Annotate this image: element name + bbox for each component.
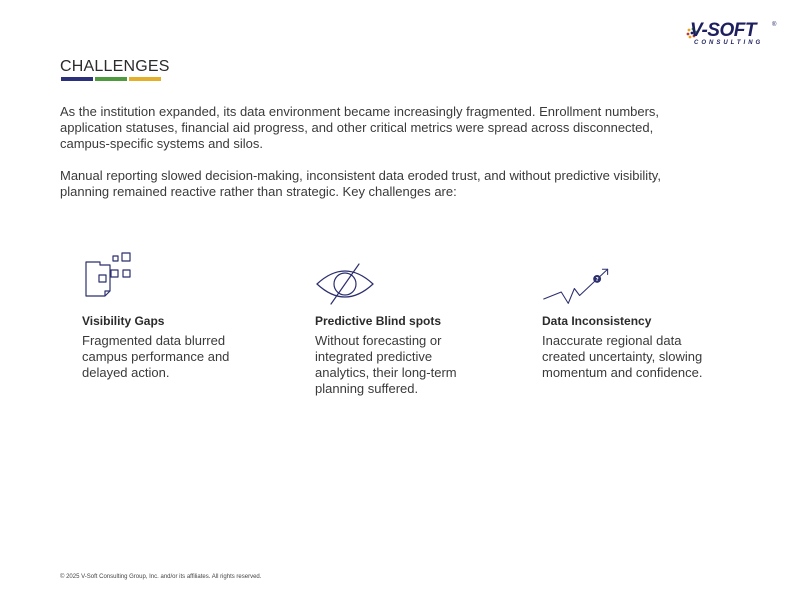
section-title: CHALLENGES [60,58,170,75]
card-title: Visibility Gaps [82,314,165,328]
logo-brand: V-SOFT [690,20,756,41]
scattered-data-icon [82,250,152,306]
intro-paragraph-2: Manual reporting slowed decision-making, inconsistent data eroded trust, and without predictive visibility, planning remained reactive rather than strategic. Key challenges are: [60,168,661,199]
trend-question-icon [542,250,612,306]
intro-paragraph-1: As the institution expanded, its data environment became increasingly fragmented. Enrollment numbers, application statuses, financial aid progress, and other critical metrics were spread across disconnected, campus-specific systems and silos. [60,104,660,151]
eye-slash-icon [315,250,385,306]
card-title: Predictive Blind spots [315,314,442,328]
card-description: Inaccurate regional data created uncertainty, slowing momentum and confidence. [542,333,703,380]
footer-copyright: © 2025 V-Soft Consulting Group, Inc. and/or its affiliates. All rights reserved. [60,574,262,580]
title-underline [61,77,161,81]
card-description: Fragmented data blurred campus performance and delayed action. [82,333,230,380]
vsoft-logo [686,20,778,50]
title-underline-segment-green [95,77,127,81]
title-underline-segment-yellow [129,77,161,81]
logo-tagline: CONSULTING [694,40,764,46]
card-title: Data Inconsistency [542,314,652,328]
logo-registered: ® [772,22,777,28]
card-description: Without forecasting or integrated predictive analytics, their long-term planning suffered. [315,333,457,396]
title-underline-segment-blue [61,77,93,81]
svg-text:?: ? [595,277,599,284]
